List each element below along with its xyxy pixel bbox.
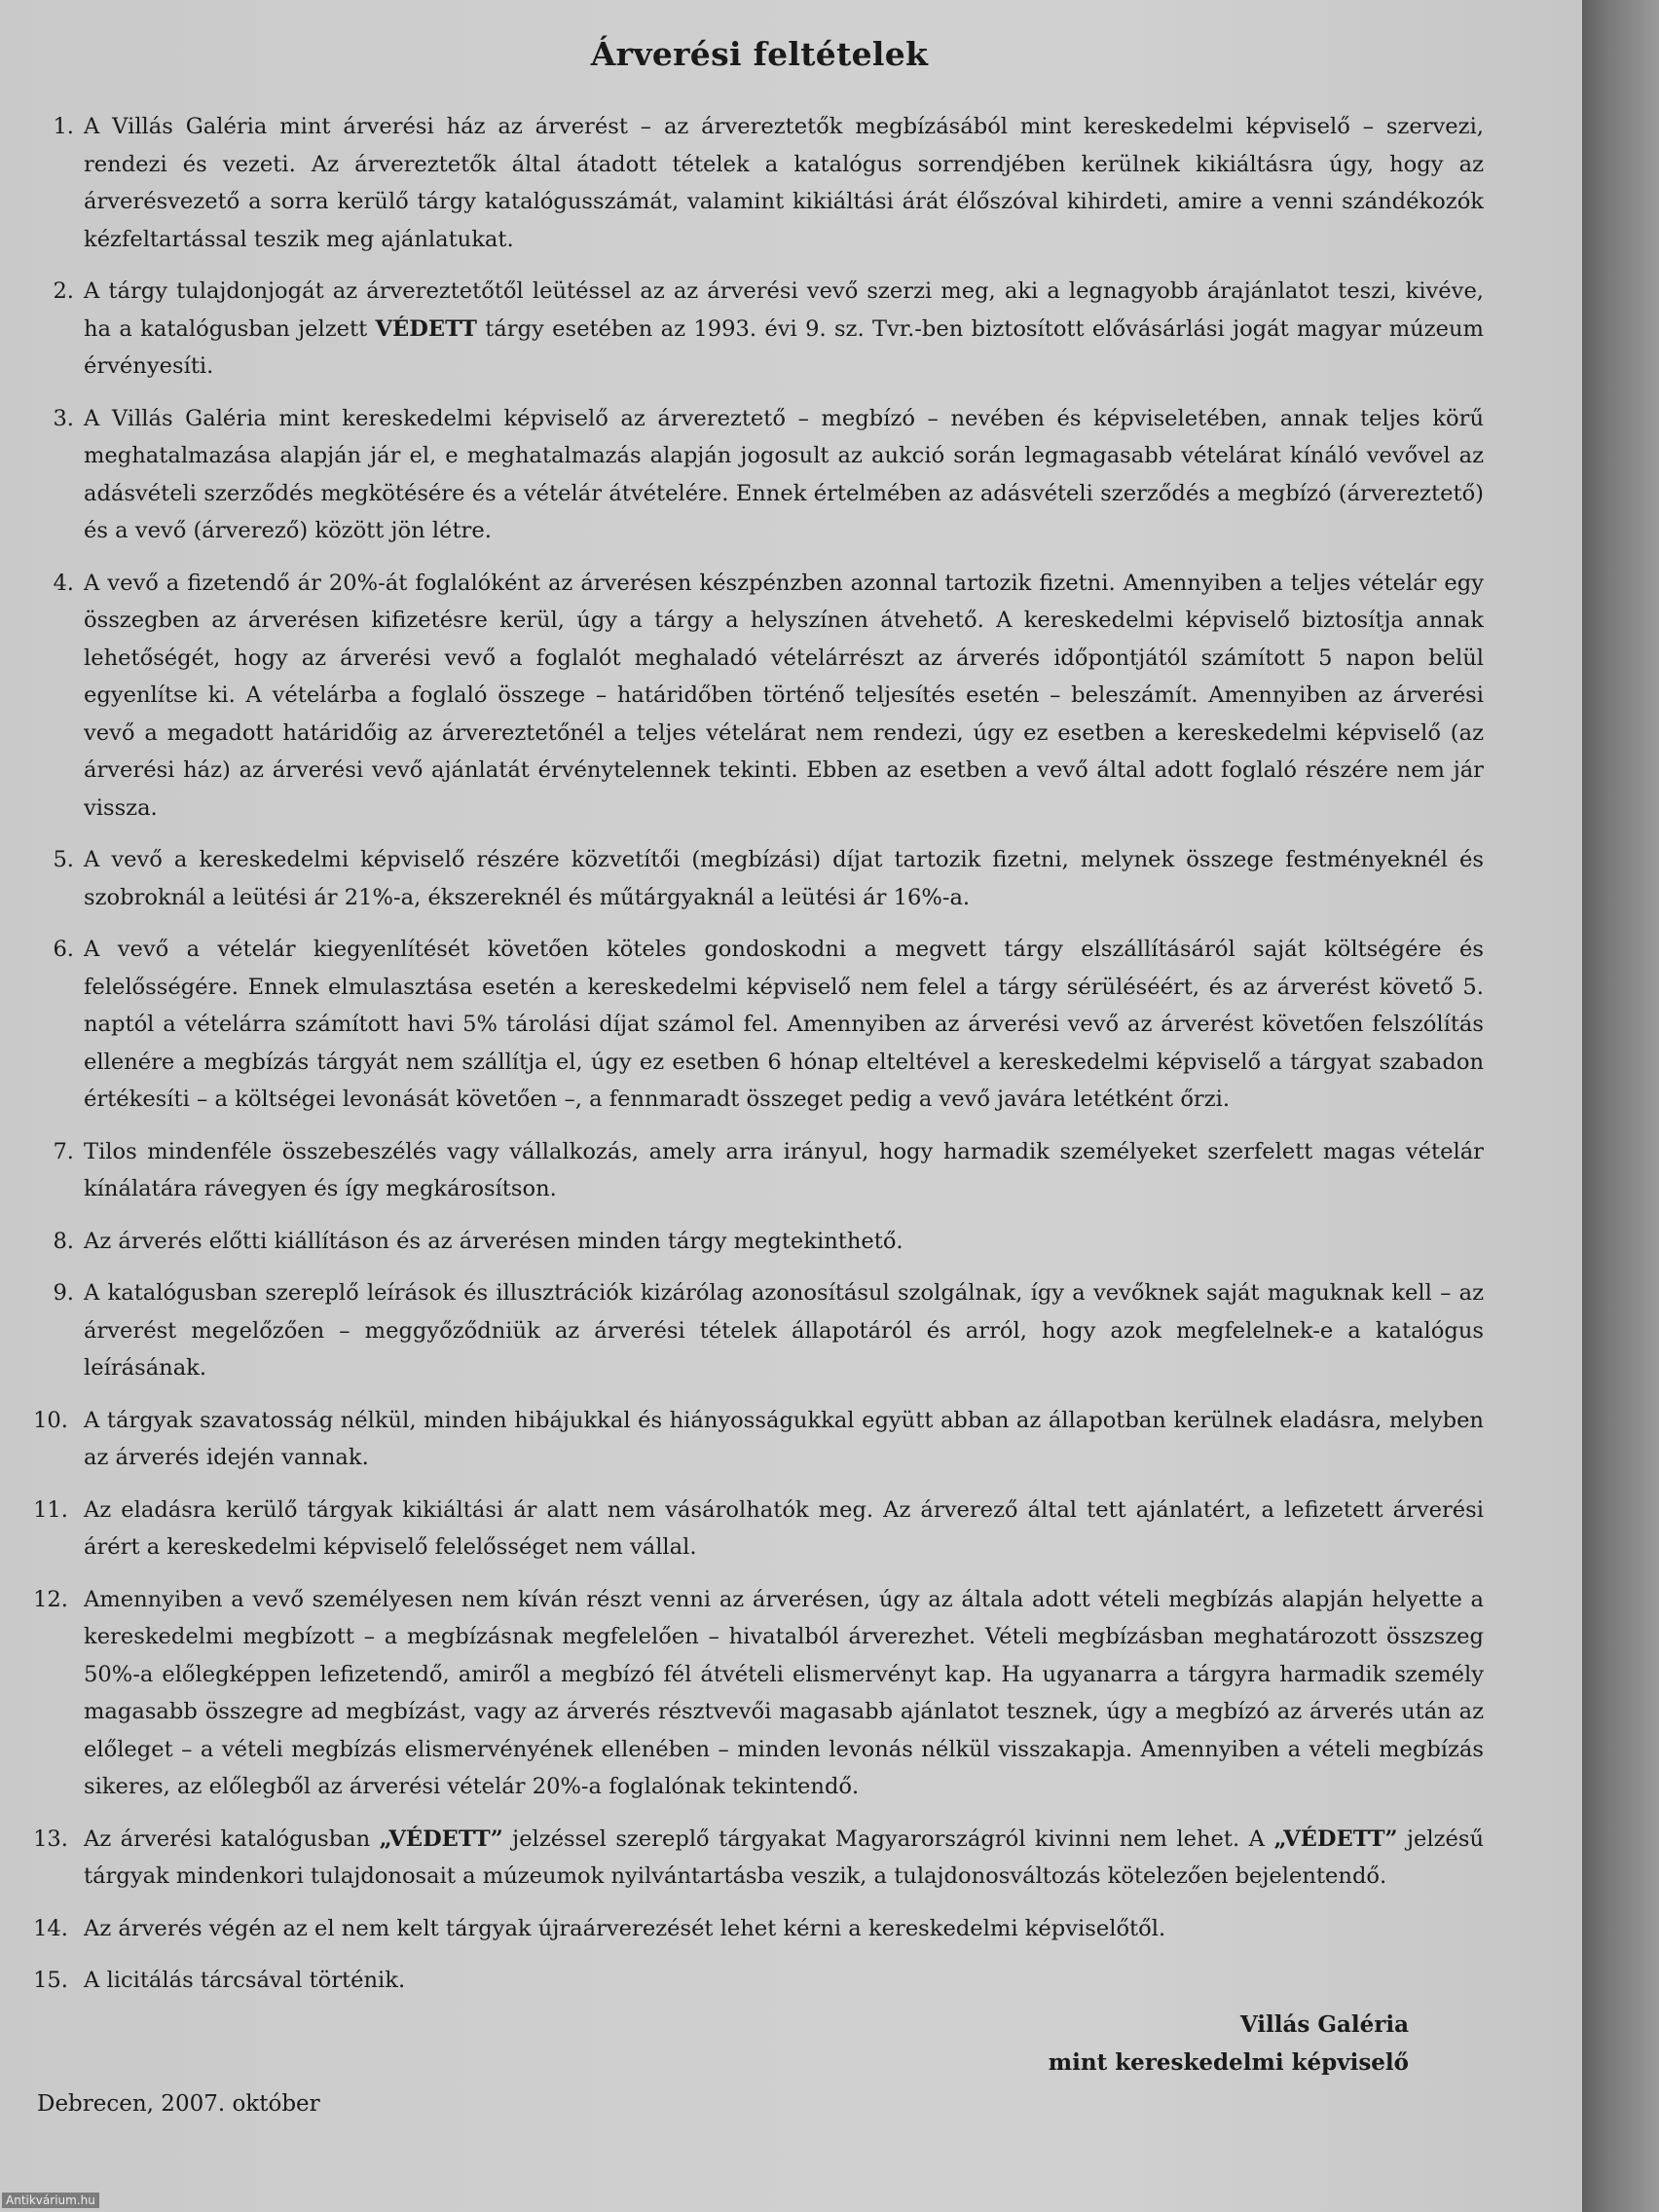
term-item bbox=[29, 108, 1484, 258]
term-item bbox=[29, 1223, 1484, 1261]
term-item bbox=[29, 1274, 1484, 1387]
term-item bbox=[29, 400, 1484, 550]
term-text: A tárgyak szavatosság nélkül, minden hibájukkal és hiányosságukkal együtt abban az állapotban kerülnek eladásra, melyben az árverés idején vannak. bbox=[84, 1407, 1484, 1470]
term-text: A vevő a fizetendő ár 20%-át foglalóként az árverésen készpénzben azonnal tartozik fizetni. Amennyiben a teljes vételár egy összegben az árverésen kifizetésre kerül, úgy a tárgy a helyszínen átvehető. A kereskedelmi képviselő biztosítja annak lehetőségét, hogy az árverési vevő a foglalót meghaladó vételárrészt az árverés időpontjától számított 5 napon belül egyenlítse ki. A vételárba a foglaló összege – határidőben történő teljesítés esetén – beleszámít. Amennyiben az árverési vevő a megadott határidőig az árvereztetőnél a teljes vételárat nem rendezi, úgy ez esetben a kereskedelmi képviselő (az árverési ház) az árverési vevő ajánlatát érvénytelennek tekinti. Ebben az esetben a vevő által adott foglaló részére nem jár vissza. bbox=[84, 570, 1484, 821]
protected-label: „VÉDETT” bbox=[1273, 1825, 1398, 1852]
term-text-part: tárgy esetében az 1993. évi 9. sz. Tvr.-ben biztosított elővásárlási jogát magyar múzeum érvényesíti. bbox=[84, 315, 1484, 379]
term-text-part: Az árverési katalógusban bbox=[84, 1825, 380, 1852]
term-item bbox=[29, 1962, 1484, 2000]
term-number: 12. bbox=[33, 1586, 68, 1612]
term-text-part: A tárgy tulajdonjogát az árvereztetőtől leütéssel az az árverési vevő szerzi meg, aki a legnagyobb árajánlatot teszi, kivéve, ha a katalógusban jelzett bbox=[84, 278, 1484, 342]
term-number: 3. bbox=[53, 405, 74, 431]
term-item bbox=[29, 1492, 1484, 1567]
term-number: 10. bbox=[33, 1407, 68, 1433]
term-text: Az eladásra kerülő tárgyak kikiáltási ár alatt nem vásárolhatók meg. Az árverező által tett ajánlatért, a lefizetett árverési árért a kereskedelmi képviselő felelősséget nem vállal. bbox=[84, 1496, 1484, 1560]
term-text: A vevő a kereskedelmi képviselő részére közvetítői (megbízási) díjat tartozik fizetni, melynek összege festményeknél és szobroknál a leütési ár 21%-a, ékszereknél és műtárgyaknál a leütési ár 16%-a. bbox=[84, 847, 1484, 910]
signature-block bbox=[1049, 2006, 1409, 2082]
term-number: 7. bbox=[53, 1138, 74, 1164]
term-text: A katalógusban szereplő leírások és illusztrációk kizárólag azonosításul szolgálnak, így a vevőknek saját maguknak kell – az árverést megelőzően – meggyőződniük az árverési tételek állapotáról és arról, hogy azok megfelelnek-e a katalógus leírásának. bbox=[84, 1280, 1484, 1381]
term-number: 2. bbox=[53, 278, 74, 304]
term-number: 4. bbox=[53, 570, 74, 596]
terms-list bbox=[29, 108, 1484, 2014]
term-item bbox=[29, 1402, 1484, 1477]
term-number: 8. bbox=[53, 1228, 74, 1254]
term-item bbox=[29, 565, 1484, 828]
term-text bbox=[84, 278, 1484, 379]
term-text: Az árverés végén az el nem kelt tárgyak újraárverezését lehet kérni a kereskedelmi képviselőtől. bbox=[84, 1915, 1166, 1941]
term-number: 9. bbox=[53, 1280, 74, 1306]
term-text bbox=[84, 1826, 1484, 1890]
term-item bbox=[29, 1910, 1484, 1948]
watermark: Antikvárium.hu bbox=[2, 2193, 99, 2208]
term-number: 14. bbox=[33, 1915, 68, 1941]
term-number: 1. bbox=[53, 114, 74, 139]
term-item bbox=[29, 841, 1484, 916]
signature-name: Villás Galéria bbox=[1239, 2011, 1409, 2038]
term-number: 11. bbox=[33, 1496, 68, 1523]
term-text: Amennyiben a vevő személyesen nem kíván részt venni az árverésen, úgy az általa adott vételi megbízás alapján helyette a kereskedelmi megbízott – a megbízásnak megfelelően – hivatalból árverezhet. Vételi megbízásban meghatározott összszeg 50%-a előlegképpen lefizetendő, amiről a megbízó fél átvételi elismervényt kap. Ha ugyanarra a tárgyra harmadik személy magasabb összegre ad megbízást, vagy az árverés résztvevői magasabb ajánlatot tesznek, úgy a megbízó az árverés után az előleget – a vételi megbízás elismervényének ellenében – minden levonás nélkül visszakapja. Amennyiben a vételi megbízás sikeres, az előlegből az árverési vételár 20%-a foglalónak tekintendő. bbox=[84, 1586, 1484, 1799]
protected-label: VÉDETT bbox=[375, 315, 477, 342]
term-text: Az árverés előtti kiállításon és az árverésen minden tárgy megtekinthető. bbox=[84, 1228, 903, 1254]
term-item bbox=[29, 273, 1484, 386]
page-title: Árverési feltételek bbox=[590, 35, 929, 73]
term-text-part: jelzéssel szereplő tárgyakat Magyarországról kivinni nem lehet. A bbox=[502, 1825, 1274, 1852]
term-text-part: jelzésű tárgyak mindenkori tulajdonosait a múzeumok nyilvántartásba veszik, a tulajdonosváltozás kötelezően bejelentendő. bbox=[84, 1825, 1485, 1889]
signature-role: mint kereskedelmi képviselő bbox=[1048, 2049, 1409, 2076]
term-number: 5. bbox=[53, 847, 74, 872]
book-binding-shadow bbox=[1582, 0, 1659, 2212]
term-text: A Villás Galéria mint kereskedelmi képviselő az árvereztető – megbízó – nevében és képviseletében, annak teljes körű meghatalmazása alapján jár el, e meghatalmazás alapján jogosult az aukció során legmagasabb vételárat kínáló vevővel az adásvételi szerződés megkötésére és a vételár átvételére. Ennek értelmében az adásvételi szerződés a megbízó (árvereztető) és a vevő (árverező) között jön létre. bbox=[84, 405, 1484, 543]
term-number: 15. bbox=[33, 1968, 68, 1993]
term-item bbox=[29, 1581, 1484, 1806]
term-number: 6. bbox=[53, 937, 74, 962]
term-number: 13. bbox=[33, 1825, 68, 1852]
protected-label: „VÉDETT” bbox=[379, 1825, 503, 1852]
term-item bbox=[29, 931, 1484, 1119]
term-text: A vevő a vételár kiegyenlítését követően köteles gondoskodni a megvett tárgy elszállításáról saját költségére és felelősségére. Ennek elmulasztása esetén a kereskedelmi képviselő nem felel a tárgy sérüléséért, és az árverést követő 5. naptól a vételárra számított havi 5% tárolási díjat számol fel. Amennyiben az árverési vevő az árverést követően felszólítás ellenére a megbízás tárgyát nem szállítja el, úgy ez esetben 6 hónap elteltével a kereskedelmi képviselő a tárgyat szabadon értékesíti – a költségei levonását követően –, a fennmaradt összeget pedig a vevő javára letétként őrzi. bbox=[84, 937, 1484, 1112]
term-item bbox=[29, 1821, 1484, 1896]
place-date: Debrecen, 2007. október bbox=[37, 2091, 320, 2117]
term-text: A Villás Galéria mint árverési ház az árverést – az árvereztetők megbízásából mint kereskedelmi képviselő – szervezi, rendezi és vezeti. Az árvereztetők által átadott tételek a katalógus sorrendjében kerülnek kikiáltásra úgy, hogy az árverésvezető a sorra kerülő tárgy katalógusszámát, valamint kikiáltási árát élőszóval kihirdeti, amire a venni szándékozók kézfeltartással teszik meg ajánlatukat. bbox=[84, 114, 1484, 252]
term-item bbox=[29, 1133, 1484, 1208]
term-text: A licitálás tárcsával történik. bbox=[84, 1968, 406, 1993]
term-text: Tilos mindenféle összebeszélés vagy vállalkozás, amely arra irányul, hogy harmadik személyeket szerfelett magas vételár kínálatára rávegyen és így megkárosítson. bbox=[84, 1138, 1484, 1201]
